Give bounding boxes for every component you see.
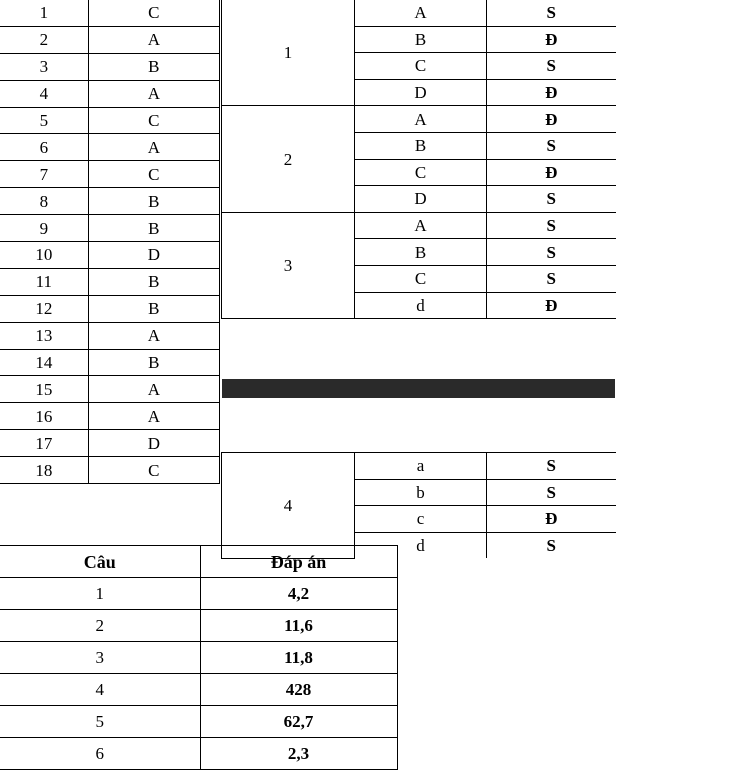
true-false-value: Đ [487,159,616,186]
answer-letter: A [88,80,219,107]
question-number: 5 [0,107,88,134]
table-row [222,106,616,133]
true-false-value: S [487,53,616,80]
answer-letter: A [88,376,219,403]
table-row [0,215,220,242]
true-false-value: S [487,532,616,558]
question-number: 7 [0,161,88,188]
option-letter: b [355,479,487,506]
answer-letter: A [88,134,219,161]
table-row [0,738,397,770]
option-letter: A [355,0,487,26]
header-answer: Đáp án [200,546,397,578]
option-letter: d [355,292,487,319]
question-number: 4 [0,674,200,706]
true-false-value: Đ [487,292,616,319]
true-false-value: Đ [487,79,616,106]
option-letter: d [355,532,487,558]
question-number: 3 [222,212,355,318]
answer-letter: D [88,430,219,457]
table-row [0,242,220,269]
question-number: 1 [0,0,88,26]
true-false-value: Đ [487,506,616,533]
table-row [0,376,220,403]
question-number: 9 [0,215,88,242]
answer-letter: B [88,295,219,322]
answer-value: 4,2 [200,578,397,610]
question-number: 6 [0,738,200,770]
table-row [0,134,220,161]
option-letter: B [355,26,487,53]
option-letter: C [355,53,487,80]
answer-value: 428 [200,674,397,706]
option-letter: C [355,159,487,186]
part1-table-body [0,0,220,484]
question-number: 3 [0,642,200,674]
question-number: 2 [0,610,200,642]
option-letter: D [355,186,487,213]
answer-letter: A [88,322,219,349]
question-number: 13 [0,322,88,349]
true-false-value: S [487,239,616,266]
question-number: 17 [0,430,88,457]
answer-letter: C [88,0,219,26]
table-row [0,642,397,674]
part2-question4-table [221,452,616,559]
table-row [0,26,220,53]
option-letter: A [355,212,487,239]
table-row [0,188,220,215]
question-number: 11 [0,268,88,295]
answer-letter: C [88,161,219,188]
part3-short-answer-table [0,545,398,770]
table-row [0,706,397,738]
table-row [0,430,220,457]
option-letter: D [355,79,487,106]
option-letter: C [355,265,487,292]
answer-letter: B [88,215,219,242]
true-false-value: S [487,479,616,506]
question-number: 4 [0,80,88,107]
question-number: 6 [0,134,88,161]
true-false-value: S [487,212,616,239]
table-row [0,0,220,26]
question-number: 15 [0,376,88,403]
table-row [0,403,220,430]
answer-value: 11,8 [200,642,397,674]
question-number: 5 [0,706,200,738]
question-number: 10 [0,242,88,269]
answer-letter: B [88,349,219,376]
true-false-value: S [487,265,616,292]
true-false-value: S [487,186,616,213]
answer-value: 2,3 [200,738,397,770]
answer-letter: A [88,403,219,430]
table-row [222,212,616,239]
option-letter: B [355,132,487,159]
answer-letter: B [88,268,219,295]
answer-letter: C [88,457,219,484]
question-number: 12 [0,295,88,322]
answer-letter: C [88,107,219,134]
part2-table-body [222,0,616,319]
table-row [0,107,220,134]
true-false-value: S [487,0,616,26]
option-letter: a [355,453,487,480]
dark-band-separator [222,379,615,398]
option-letter: A [355,106,487,133]
true-false-value: Đ [487,106,616,133]
question-number: 1 [0,578,200,610]
question-number: 2 [222,106,355,212]
answer-letter: A [88,26,219,53]
question-number: 3 [0,53,88,80]
header-question: Câu [0,546,200,578]
table-row [0,268,220,295]
question-number: 8 [0,188,88,215]
option-letter: c [355,506,487,533]
part1-answer-table [0,0,220,484]
true-false-value: S [487,453,616,480]
part2-true-false-table [221,0,616,319]
table-row [0,674,397,706]
true-false-value: S [487,132,616,159]
table-row [0,322,220,349]
table-row [0,295,220,322]
part2-question4-body [222,453,616,559]
question-number: 1 [222,0,355,106]
question-number: 14 [0,349,88,376]
true-false-value: Đ [487,26,616,53]
answer-letter: D [88,242,219,269]
answer-letter: B [88,53,219,80]
question-number: 18 [0,457,88,484]
part3-header-row [0,546,397,578]
part3-table-body [0,578,397,770]
table-row [0,80,220,107]
table-row [0,578,397,610]
table-row [222,0,616,26]
table-row [0,457,220,484]
option-letter: B [355,239,487,266]
table-row [0,53,220,80]
answer-value: 11,6 [200,610,397,642]
question-number: 2 [0,26,88,53]
answer-letter: B [88,188,219,215]
question-number: 16 [0,403,88,430]
table-row [0,610,397,642]
table-row [0,161,220,188]
answer-value: 62,7 [200,706,397,738]
question-number: 4 [222,453,355,559]
table-row [222,453,616,480]
table-row [0,349,220,376]
